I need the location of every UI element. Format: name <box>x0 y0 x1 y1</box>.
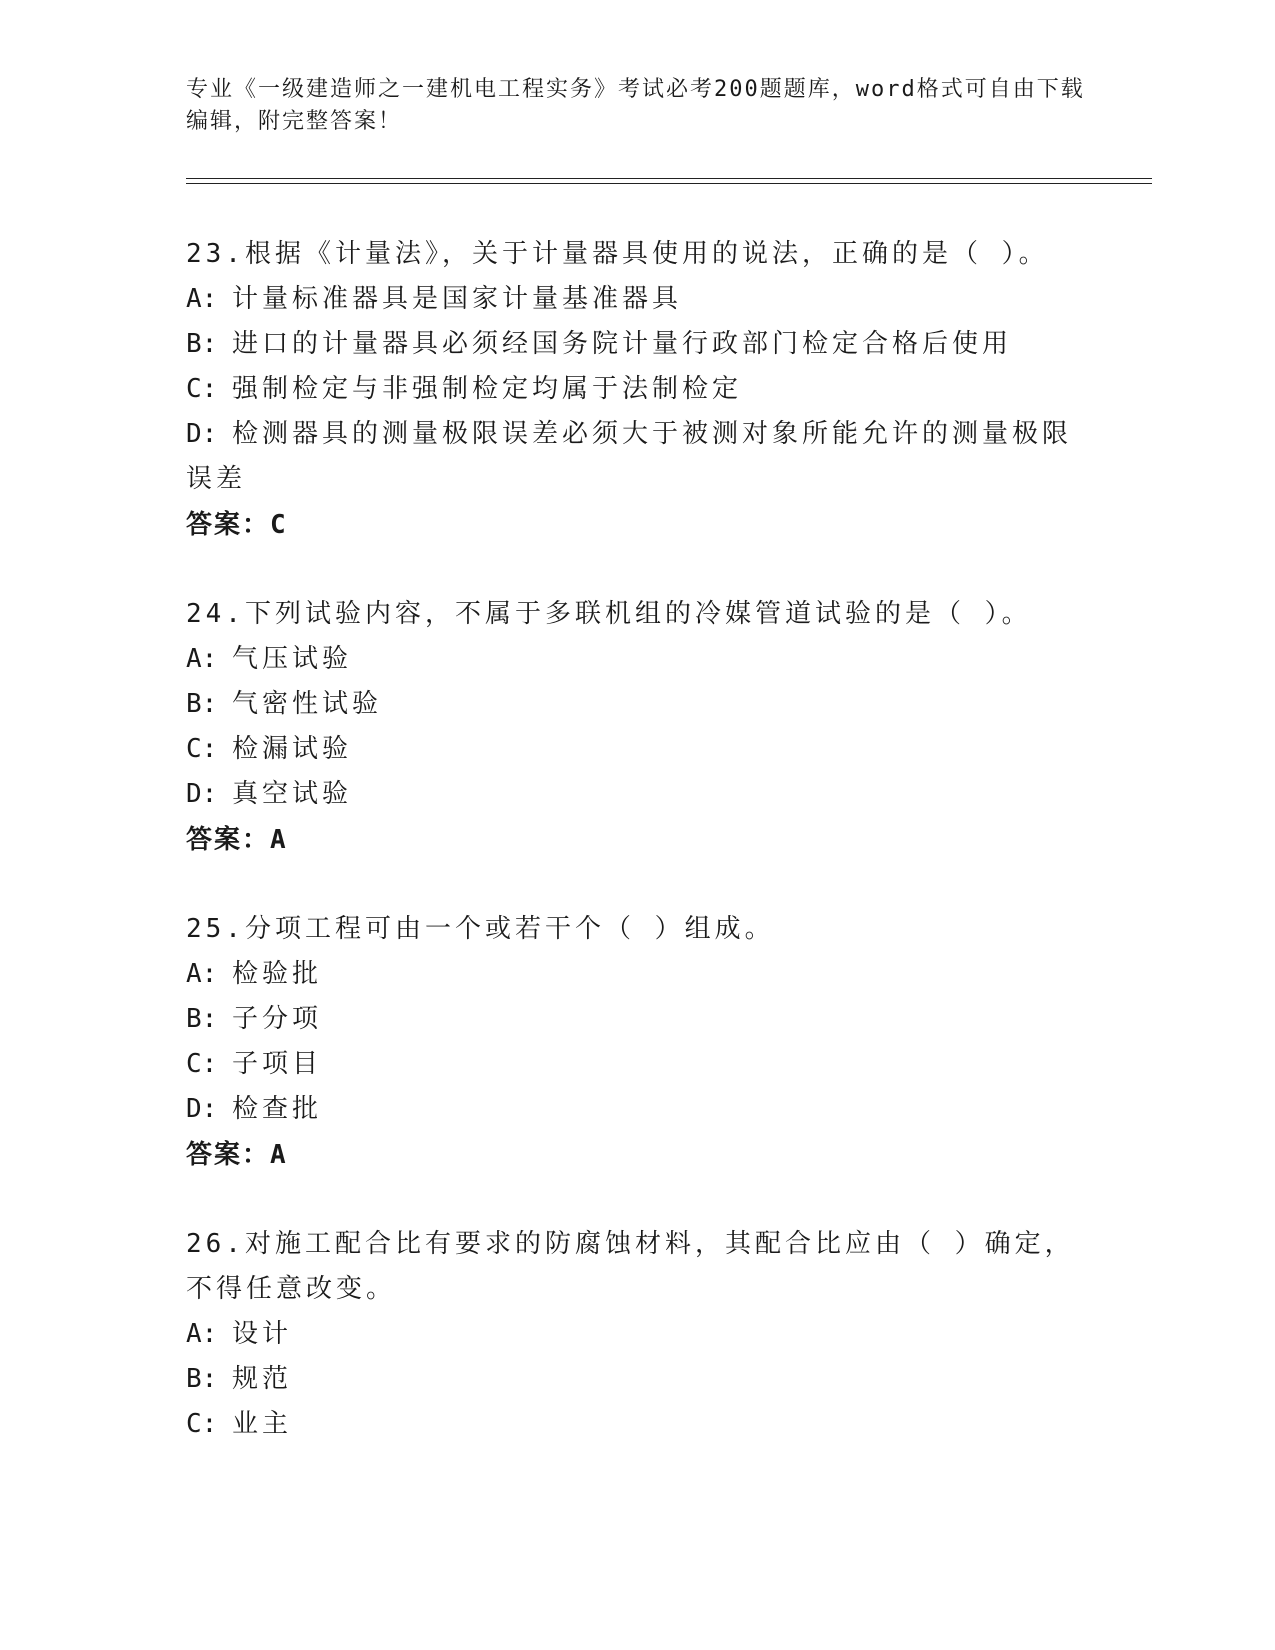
option-key: B: <box>186 329 218 359</box>
header-rule-bottom <box>186 183 1152 184</box>
option-key: D: <box>186 419 218 449</box>
option-key: B: <box>186 1364 218 1394</box>
question-item <box>186 1222 1086 1447</box>
option-text: 计量标准器具是国家计量基准器具 <box>232 284 683 314</box>
answer-line: 答案：C <box>186 510 288 540</box>
answer-line: 答案：A <box>186 825 288 855</box>
option-key: D: <box>186 1094 218 1124</box>
question-stem: 25.分项工程可由一个或若干个（ ）组成。 <box>186 914 775 944</box>
option-text: 检查批 <box>232 1094 323 1124</box>
option-c <box>186 1402 1086 1447</box>
option-c <box>186 367 1086 412</box>
document-header <box>186 74 1086 138</box>
question-item <box>186 907 1086 1178</box>
option-text: 子分项 <box>232 1004 323 1034</box>
option-d <box>186 772 1086 817</box>
option-key: B: <box>186 689 218 719</box>
option-text: 检验批 <box>232 959 323 989</box>
option-b <box>186 997 1086 1042</box>
header-title: 专业《一级建造师之一建机电工程实务》考试必考200题题库，word格式可自由下载编辑，附完整答案！ <box>186 77 1085 134</box>
option-b <box>186 322 1086 367</box>
option-b <box>186 682 1086 727</box>
option-text: 气密性试验 <box>232 689 383 719</box>
option-key: C: <box>186 1409 218 1439</box>
option-key: A: <box>186 284 218 314</box>
option-b <box>186 1357 1086 1402</box>
option-d <box>186 412 1086 502</box>
option-text: 检漏试验 <box>232 734 353 764</box>
option-text: 规范 <box>232 1364 293 1394</box>
option-key: C: <box>186 374 218 404</box>
option-c <box>186 727 1086 772</box>
option-a <box>186 277 1086 322</box>
option-text: 业主 <box>232 1409 293 1439</box>
answer-line: 答案：A <box>186 1140 288 1170</box>
question-item <box>186 592 1086 863</box>
option-c <box>186 1042 1086 1087</box>
option-a <box>186 1312 1086 1357</box>
option-key: C: <box>186 1049 218 1079</box>
option-text: 真空试验 <box>232 779 353 809</box>
option-text: 气压试验 <box>232 644 353 674</box>
option-text: 进口的计量器具必须经国务院计量行政部门检定合格后使用 <box>232 329 1013 359</box>
option-d <box>186 1087 1086 1132</box>
header-rule-top <box>186 178 1152 179</box>
question-stem: 23.根据《计量法》，关于计量器具使用的说法，正确的是（ ）。 <box>186 239 1049 269</box>
option-key: C: <box>186 734 218 764</box>
option-a <box>186 637 1086 682</box>
option-a <box>186 952 1086 997</box>
option-key: A: <box>186 959 218 989</box>
option-key: B: <box>186 1004 218 1034</box>
option-text: 子项目 <box>232 1049 323 1079</box>
option-text: 检测器具的测量极限误差必须大于被测对象所能允许的测量极限误差 <box>186 419 1073 494</box>
question-stem: 26.对施工配合比有要求的防腐蚀材料，其配合比应由（ ）确定，不得任意改变。 <box>186 1229 1075 1304</box>
option-key: D: <box>186 779 218 809</box>
option-text: 强制检定与非强制检定均属于法制检定 <box>232 374 743 404</box>
question-list <box>186 232 1086 1491</box>
option-key: A: <box>186 1319 218 1349</box>
question-stem: 24.下列试验内容，不属于多联机组的冷媒管道试验的是（ ）。 <box>186 599 1032 629</box>
question-item <box>186 232 1086 548</box>
option-key: A: <box>186 644 218 674</box>
option-text: 设计 <box>232 1319 293 1349</box>
